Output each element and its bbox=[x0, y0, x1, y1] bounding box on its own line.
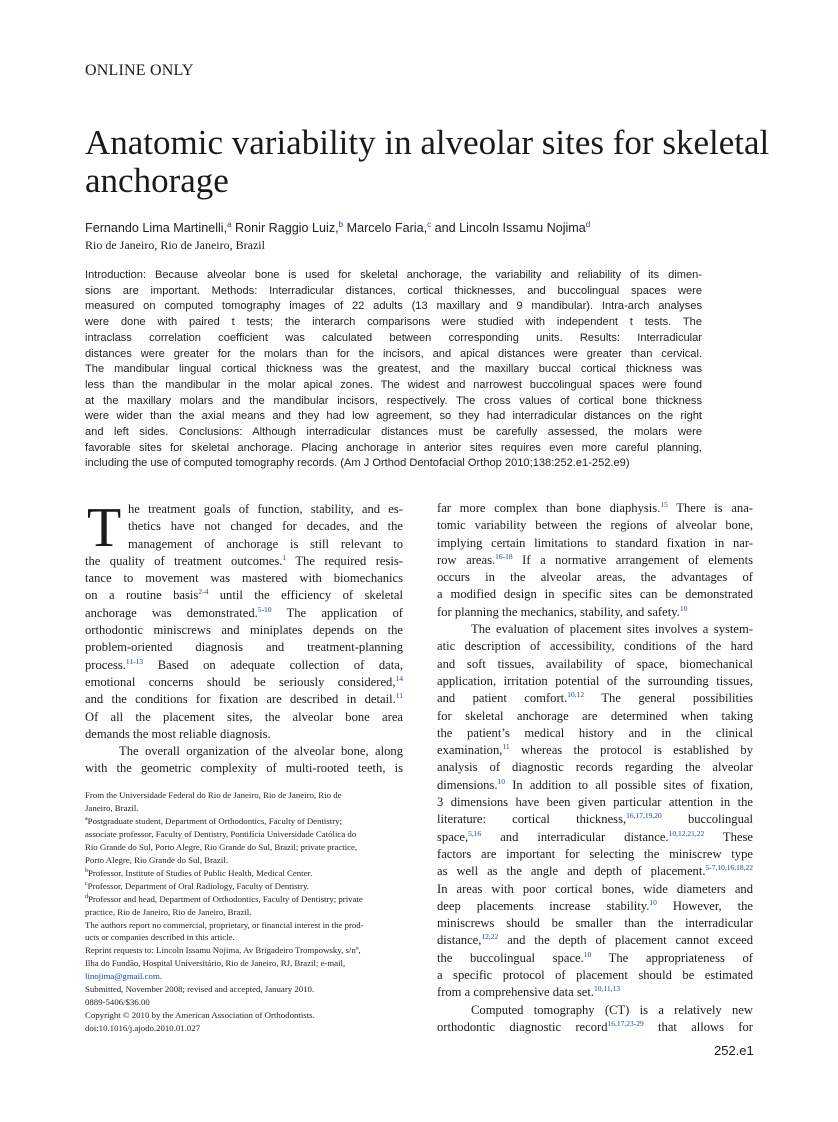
text-run: The appropriateness of bbox=[591, 950, 753, 965]
footnote-line bbox=[85, 802, 403, 815]
footnote-line bbox=[85, 919, 403, 932]
footnote-text: Professor, Department of Oral Radiology, Faculty of Dentistry. bbox=[87, 880, 309, 891]
body-line bbox=[85, 587, 403, 604]
body-line bbox=[437, 742, 753, 759]
body-line bbox=[437, 708, 753, 725]
body-line bbox=[437, 552, 753, 569]
body-line bbox=[437, 898, 753, 915]
text-run: from a comprehensive data set. bbox=[437, 985, 595, 1000]
author-name: and Lincoln Issamu Nojima bbox=[434, 221, 586, 236]
citation: 11 bbox=[502, 741, 510, 751]
author-name: Fernando Lima Martinelli, bbox=[85, 221, 228, 236]
footnote-text: Postgraduate student, Department of Orthodontics, Faculty of Dentistry; bbox=[87, 815, 342, 826]
body-line bbox=[437, 967, 753, 984]
drop-cap: T bbox=[87, 497, 122, 559]
body-line bbox=[437, 586, 753, 603]
body-line bbox=[437, 638, 753, 655]
text-run: In addition to all possible sites of fixation, bbox=[505, 777, 753, 792]
body-line bbox=[437, 950, 753, 967]
text-run: However, the bbox=[656, 898, 753, 913]
text-run: that allows for bbox=[643, 1019, 753, 1034]
text-run: and soft tissues, availability of space, biomechanical bbox=[437, 656, 753, 671]
footnote-line bbox=[85, 828, 403, 841]
citation: 10 bbox=[583, 949, 592, 959]
text-run: analysis of diagnostic records regarding the alveolar bbox=[437, 760, 753, 775]
text-run: 3 dimensions have been given particular attention in the bbox=[437, 795, 753, 810]
text-run: with the geometric complexity of multi-rooted teeth, is bbox=[85, 761, 403, 776]
body-line bbox=[85, 709, 403, 726]
text-run: process. bbox=[85, 657, 126, 672]
body-line bbox=[85, 760, 403, 777]
abstract-line: and left sides. Conclusions: Although interradicular distances must be carefully assessed, the molars were bbox=[85, 426, 702, 439]
body-line bbox=[437, 811, 753, 828]
footnote-line bbox=[85, 1009, 403, 1022]
text-run: and interradicular distance. bbox=[481, 829, 669, 844]
abstract-line: were done with paired t tests; the interarch comparisons were studied with independent t tests. The bbox=[85, 316, 702, 329]
citation: 10 bbox=[497, 776, 506, 786]
footnote-line bbox=[85, 841, 403, 854]
affiliation-mark: c bbox=[427, 220, 432, 229]
abstract-line: favorable sites for skeletal anchorage. Placing anchorage in anterior sites requires even more careful planning, bbox=[85, 441, 702, 454]
text-run: There is ana- bbox=[667, 501, 753, 515]
citation: 10,12,21,22 bbox=[668, 828, 705, 838]
body-line bbox=[437, 725, 753, 742]
footnote-text: Professor, Institute of Studies of Public Health, Medical Center. bbox=[88, 867, 313, 878]
body-line bbox=[437, 881, 753, 898]
text-run: the buccolingual space. bbox=[437, 950, 584, 965]
text-run: orthodontic diagnostic record bbox=[437, 1019, 608, 1034]
citation: 1 bbox=[282, 552, 287, 562]
footnote-text: Rio Grande do Sul, Porto Alegre, Rio Grande do Sul, Brazil; private practice, bbox=[85, 841, 358, 852]
abstract-line: measured on computed tomography images of 22 adults (13 maxillary and 9 mandibular). Intra-arch analyses bbox=[85, 300, 702, 313]
text-run: If a normative arrangement of elements bbox=[512, 552, 753, 567]
body-line bbox=[85, 639, 403, 656]
text-run: The required resis- bbox=[286, 553, 403, 568]
text-run: distance, bbox=[437, 933, 482, 948]
footnote-line bbox=[85, 931, 403, 944]
footnote-text: doi:10.1016/j.ajodo.2010.01.027 bbox=[85, 1023, 201, 1034]
text-run: problem-oriented diagnosis and treatment-planning bbox=[85, 640, 403, 655]
body-column-right bbox=[437, 500, 753, 1036]
body-line bbox=[85, 518, 403, 535]
body-line bbox=[437, 932, 753, 949]
footnote-line bbox=[85, 1022, 403, 1035]
footnote-line bbox=[85, 906, 403, 919]
body-line bbox=[85, 674, 403, 691]
affiliation-mark: d bbox=[585, 220, 591, 229]
citation: 14 bbox=[395, 673, 403, 683]
body-line bbox=[437, 690, 753, 707]
text-run: dimensions. bbox=[437, 777, 498, 792]
footnote-text: Reprint requests to: Lincoln Issamu Nojima, Av Brigadeiro Trompowsky, s/nº, bbox=[85, 945, 361, 956]
text-run: and the depth of placement cannot exceed bbox=[498, 933, 753, 948]
footnote-line bbox=[85, 996, 403, 1009]
abstract-line: The mandibular lingual cortical thickness was the greatest, and the maxillary buccal cortical thickness was bbox=[85, 363, 702, 376]
text-run: factors are important for selecting the miniscrew type bbox=[437, 846, 753, 861]
body-line bbox=[85, 726, 403, 743]
citation: 10 bbox=[679, 603, 688, 613]
abstract-line: Introduction: Because alveolar bone is used for skeletal anchorage, the variability and reliability of its dimen- bbox=[85, 269, 702, 281]
body-line bbox=[85, 622, 403, 639]
author-list bbox=[85, 220, 590, 235]
text-run: a specific protocol of placement should be estimated bbox=[437, 968, 753, 983]
text-run: In areas with poor cortical bones, wide diameters and bbox=[437, 881, 753, 896]
text-run: Based on adequate collection of data, bbox=[143, 657, 403, 672]
text-run: whereas the protocol is established by bbox=[509, 743, 753, 758]
text-run: and the conditions for fixation are described in detail. bbox=[85, 692, 396, 707]
abstract-line: sions are important. Methods: Interradicular distances, cortical thicknesses, and buccolingual spaces were bbox=[85, 284, 702, 297]
body-line bbox=[437, 829, 753, 846]
text-run: thetics have not changed for decades, and the bbox=[128, 519, 403, 534]
affiliation-mark: b bbox=[338, 220, 344, 229]
text-run: The overall organization of the alveolar bone, along bbox=[119, 744, 403, 759]
citation: 16,17,19,20 bbox=[626, 811, 662, 821]
text-run: for skeletal anchorage are determined when taking bbox=[437, 708, 753, 723]
body-line bbox=[85, 605, 403, 622]
abstract-line: distances were greater for the molars than for the incisors, and apical distances were greater than cervical. bbox=[85, 347, 702, 360]
text-run: as well as the angle and depth of placement. bbox=[437, 864, 706, 879]
citation: 16,17,23-29 bbox=[607, 1018, 644, 1028]
text-run: The general possibilities bbox=[584, 691, 753, 706]
citation: 10,12 bbox=[567, 690, 585, 700]
body-line bbox=[437, 794, 753, 811]
body-line bbox=[437, 1019, 753, 1036]
footnote-text: Submitted, November 2008; revised and accepted, January 2010. bbox=[85, 984, 315, 995]
footnote-text: associate professor, Faculty of Dentistry, Pontifícia Universidade Católica do bbox=[85, 828, 357, 839]
body-line bbox=[437, 984, 753, 1001]
text-run: miniscrews should be smaller than the interradicular bbox=[437, 916, 753, 931]
body-line bbox=[437, 656, 753, 673]
text-run: orthodontic miniscrews and miniplates depends on the bbox=[85, 623, 403, 638]
footnote-line bbox=[85, 957, 403, 970]
footnote-line bbox=[85, 970, 403, 983]
author-location: Rio de Janeiro, Rio de Janeiro, Brazil bbox=[85, 238, 265, 252]
text-run: tomic variability between the regions of alveolar bone, bbox=[437, 518, 753, 533]
body-line bbox=[85, 536, 403, 553]
footnote-text: ucts or companies described in this article. bbox=[85, 932, 235, 943]
footnote-text: Ilha do Fundão, Hospital Universitário, Rio de Janeiro, RJ, Brazil; e-mail, bbox=[85, 958, 346, 969]
text-run: he treatment goals of function, stability, and es- bbox=[128, 502, 403, 516]
footnote-text: Professor and head, Department of Orthodontics, Faculty of Dentistry; private bbox=[88, 893, 363, 904]
text-run: These bbox=[704, 829, 753, 844]
footnote-line bbox=[85, 880, 403, 893]
body-line bbox=[85, 743, 403, 760]
text-run: anchorage was demonstrated. bbox=[85, 605, 258, 620]
citation: 10 bbox=[649, 897, 657, 907]
text-run: the patient’s medical history and in the clinical bbox=[437, 725, 753, 740]
article-title: Anatomic variability in alveolar sites for skeletal anchorage bbox=[85, 123, 770, 200]
abstract bbox=[85, 268, 702, 472]
text-run: buccolingual bbox=[661, 812, 753, 827]
footnote-text: From the Universidade Federal do Rio de Janeiro, Rio de Janeiro, Rio de bbox=[85, 790, 342, 800]
text-run: examination, bbox=[437, 743, 503, 758]
body-line bbox=[437, 673, 753, 690]
footnote-text: Copyright © 2010 by the American Association of Orthodontists. bbox=[85, 1010, 315, 1021]
citation: 2-4 bbox=[198, 587, 209, 597]
abstract-line: intraclass correlation coefficient was calculated between corresponding units. Results: Interradicular bbox=[85, 331, 702, 344]
text-run: far more complex than bone diaphysis. bbox=[437, 501, 661, 515]
citation: 15 bbox=[660, 499, 668, 509]
text-run: The application of bbox=[271, 605, 403, 620]
body-line bbox=[85, 501, 403, 518]
footnote-mark: d bbox=[85, 893, 88, 900]
footnote-text: The authors report no commercial, proprietary, or financial interest in the prod- bbox=[85, 919, 364, 930]
abstract-line: including the use of computed tomography records. (Am J Orthod Dentofacial Orthop 2010;138:252.e1-252.e9) bbox=[85, 457, 630, 470]
text-run: deep placements increase stability. bbox=[437, 898, 650, 913]
body-line bbox=[437, 846, 753, 863]
text-run: management of anchorage is still relevant to bbox=[128, 536, 403, 551]
footnote-mark: a bbox=[85, 815, 88, 822]
text-run: a modified design in specific sites can be demonstrated bbox=[437, 587, 753, 602]
body-line bbox=[437, 915, 753, 932]
footnote-text: Janeiro, Brazil. bbox=[85, 802, 139, 813]
footnote-line bbox=[85, 867, 403, 880]
footnote-text: Porto Alegre, Rio Grande do Sul, Brazil. bbox=[85, 854, 228, 865]
citation: 11 bbox=[395, 691, 403, 701]
body-line bbox=[85, 691, 403, 708]
citation: 12,22 bbox=[481, 932, 499, 942]
text-run: demands the most reliable diagnosis. bbox=[85, 726, 271, 741]
text-run: emotional concerns should be seriously considered, bbox=[85, 674, 396, 689]
footnotes bbox=[85, 789, 403, 1035]
text-run: Of all the placement sites, the alveolar bone area bbox=[85, 709, 403, 724]
author-name: Marcelo Faria, bbox=[346, 221, 428, 236]
text-run: atic description of accessibility, conditions of the hard bbox=[437, 639, 753, 654]
body-line bbox=[437, 1002, 753, 1019]
footnote-line bbox=[85, 944, 403, 957]
body-line bbox=[437, 777, 753, 794]
body-line bbox=[437, 621, 753, 638]
body-column-left bbox=[85, 497, 403, 778]
text-run: literature: cortical thickness, bbox=[437, 812, 627, 827]
body-line bbox=[437, 759, 753, 776]
text-run: the quality of treatment outcomes. bbox=[85, 553, 283, 568]
body-line bbox=[85, 553, 403, 570]
section-label: ONLINE ONLY bbox=[85, 62, 194, 79]
citation: 11-13 bbox=[125, 656, 144, 666]
text-run: on a routine basis bbox=[85, 588, 199, 603]
body-line bbox=[437, 517, 753, 534]
abstract-line: less than the mandibular in the molar apical zones. The widest and narrowest buccolingual spaces were found bbox=[85, 378, 702, 391]
text-run: until the efficiency of skeletal bbox=[208, 588, 403, 603]
footnote-mark: b bbox=[85, 867, 88, 874]
body-line bbox=[437, 863, 753, 880]
text-run: The evaluation of placement sites involves a system- bbox=[471, 622, 753, 637]
footnote-text: practice, Rio de Janeiro, Rio de Janeiro, Brazil. bbox=[85, 906, 252, 917]
abstract-line: were wider than the axial means and they had low agreement, so they had interradicular distances on the right bbox=[85, 410, 702, 423]
body-line bbox=[437, 500, 753, 517]
body-line bbox=[437, 569, 753, 586]
body-line bbox=[85, 570, 403, 587]
citation: 5,16 bbox=[468, 828, 482, 838]
text-run: application, irritation potential of the surrounding tissues, bbox=[437, 673, 753, 688]
page-number: 252.e1 bbox=[714, 1043, 754, 1058]
text-run: space, bbox=[437, 829, 469, 844]
text-run: and patient comfort. bbox=[437, 691, 568, 706]
text-run: for planning the mechanics, stability, and safety. bbox=[437, 604, 680, 619]
body-line bbox=[85, 657, 403, 674]
citation: 5-10 bbox=[257, 604, 272, 614]
citation: 16-18 bbox=[495, 551, 513, 561]
footnote-line bbox=[85, 789, 403, 802]
citation: 5-7,10,16,18,22 bbox=[705, 863, 753, 873]
affiliation-mark: a bbox=[227, 220, 232, 229]
citation: 10,11,13 bbox=[594, 984, 620, 994]
footnote-mark: c bbox=[85, 880, 88, 887]
author-name: Ronir Raggio Luiz, bbox=[235, 221, 339, 236]
text-run: occurs in the alveolar areas, the advantages of bbox=[437, 570, 753, 585]
footnote-text: linojima@gmail.com. bbox=[85, 971, 162, 982]
footnote-line bbox=[85, 854, 403, 867]
abstract-line: at the maxillary molars and the mandibular incisors, respectively. The cross values of cortical bone thickness bbox=[85, 394, 702, 407]
text-run: implying certain limitations to standard fixation in nar- bbox=[437, 535, 753, 550]
text-run: row areas. bbox=[437, 552, 496, 567]
body-line bbox=[437, 535, 753, 552]
footnote-line bbox=[85, 983, 403, 996]
body-line bbox=[437, 604, 753, 621]
footnote-line bbox=[85, 893, 403, 906]
footnote-line bbox=[85, 815, 403, 828]
text-run: Computed tomography (CT) is a relatively new bbox=[471, 1002, 753, 1017]
text-run: tance to movement was mastered with biomechanics bbox=[85, 571, 403, 586]
footnote-text: 0889-5406/$36.00 bbox=[85, 997, 150, 1008]
